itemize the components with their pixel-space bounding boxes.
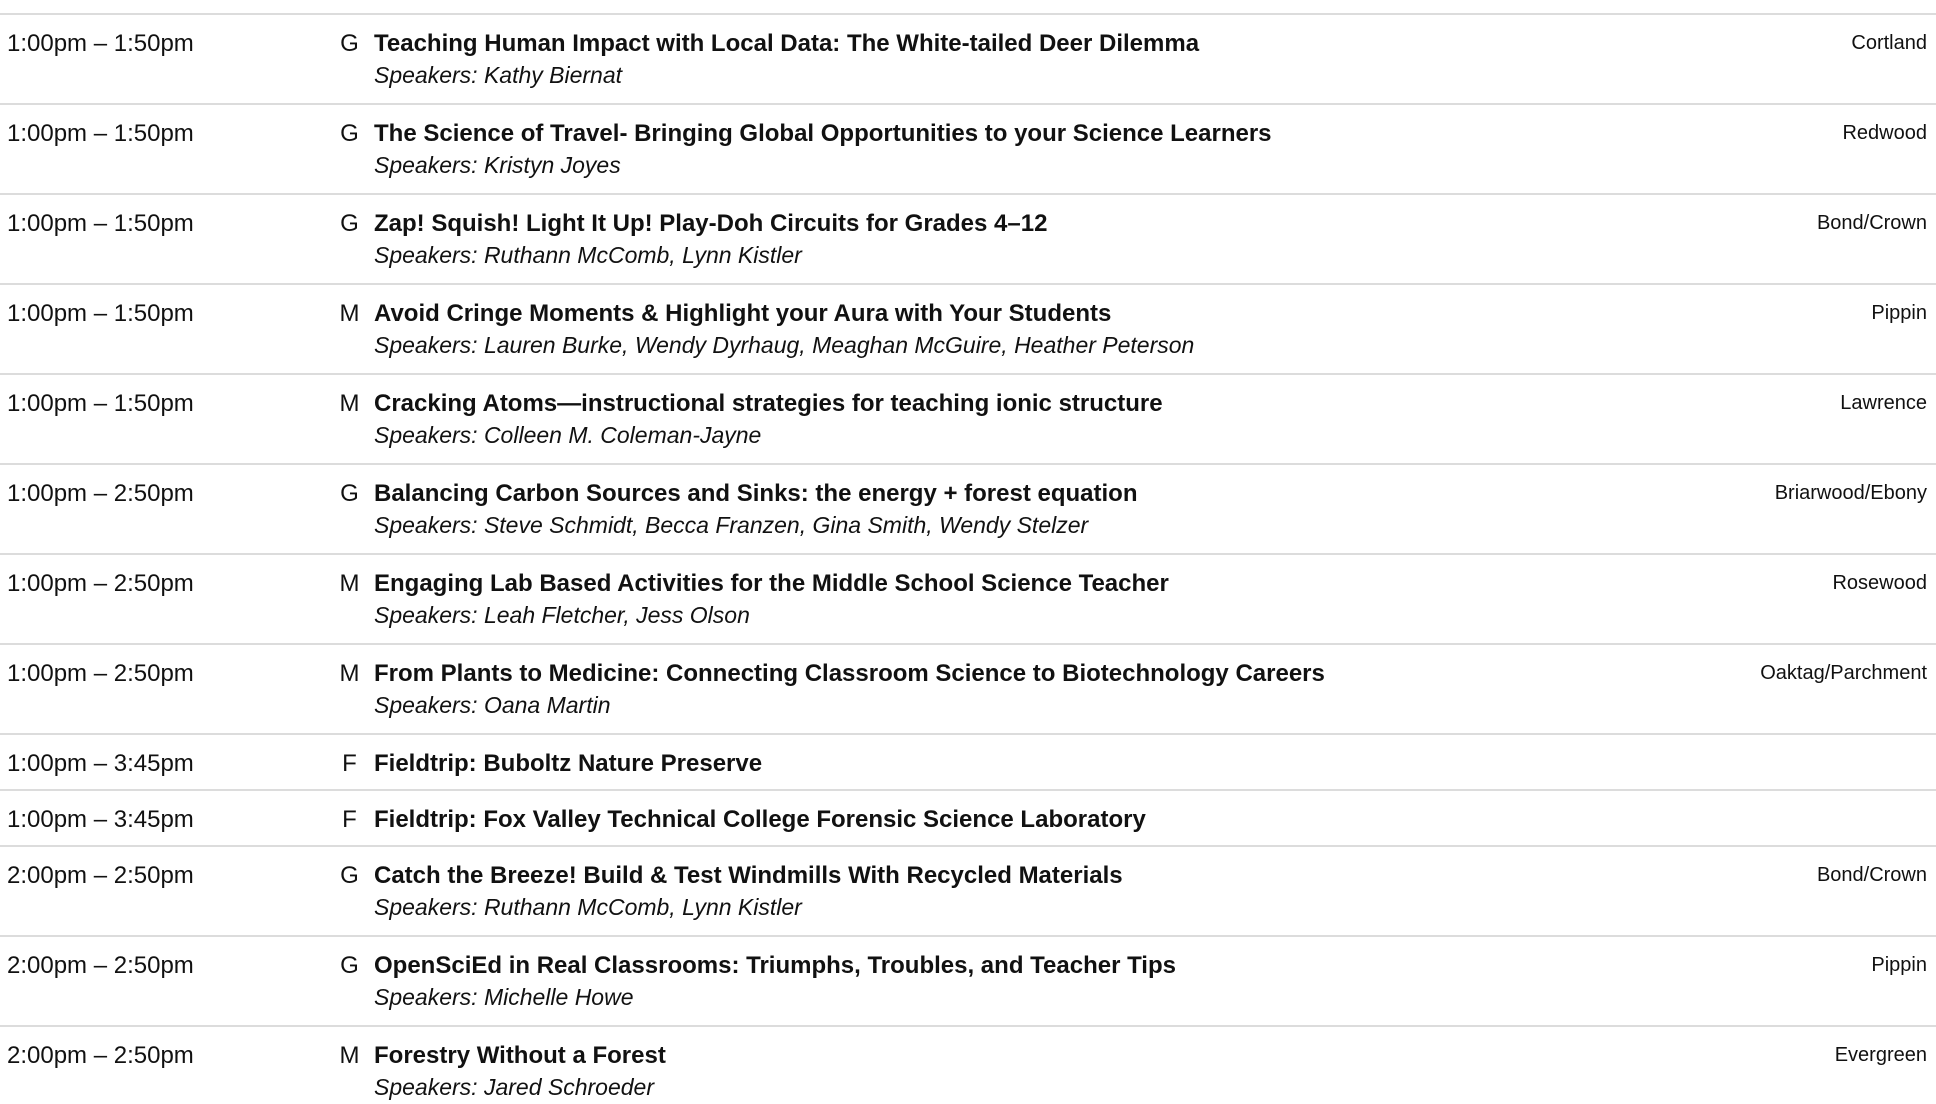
- session-schedule-list: [0, 13, 1936, 1104]
- session-track: G: [340, 862, 359, 889]
- session-details: [374, 1027, 1627, 1101]
- session-room: Cortland: [1851, 32, 1927, 54]
- session-track: M: [339, 1042, 360, 1069]
- session-room: Bond/Crown: [1816, 864, 1927, 886]
- session-details: [374, 105, 1627, 179]
- session-row[interactable]: [0, 937, 1936, 1027]
- session-time: 1:00pm – 1:50pm: [7, 120, 194, 147]
- session-time: 1:00pm – 1:50pm: [7, 300, 194, 327]
- session-row[interactable]: [0, 285, 1936, 375]
- session-time: 2:00pm – 2:50pm: [7, 1042, 194, 1069]
- session-details: [374, 15, 1627, 89]
- session-speakers: Speakers: Leah Fletcher, Jess Olson: [374, 602, 750, 628]
- session-time: 2:00pm – 2:50pm: [7, 862, 194, 889]
- session-details: [374, 195, 1627, 269]
- session-speakers: Speakers: Kristyn Joyes: [374, 152, 621, 178]
- session-details: [374, 375, 1627, 449]
- session-details: [374, 791, 1627, 835]
- session-time: 2:00pm – 2:50pm: [7, 952, 194, 979]
- session-time: 1:00pm – 2:50pm: [7, 570, 194, 597]
- session-title[interactable]: Fieldtrip: Fox Valley Technical College Forensic Science Laboratory: [374, 806, 1146, 833]
- session-speakers: Speakers: Ruthann McComb, Lynn Kistler: [374, 894, 802, 920]
- session-title[interactable]: Engaging Lab Based Activities for the Middle School Science Teacher: [374, 570, 1169, 597]
- session-track: F: [342, 806, 357, 833]
- session-title[interactable]: The Science of Travel- Bringing Global Opportunities to your Science Learners: [374, 120, 1272, 147]
- session-title[interactable]: Teaching Human Impact with Local Data: The White-tailed Deer Dilemma: [374, 30, 1200, 57]
- session-row[interactable]: [0, 195, 1936, 285]
- session-row[interactable]: [0, 465, 1936, 555]
- session-room: [1627, 791, 1936, 807]
- session-room: Evergreen: [1834, 1044, 1927, 1066]
- session-title[interactable]: From Plants to Medicine: Connecting Classroom Science to Biotechnology Careers: [374, 660, 1325, 687]
- session-title[interactable]: Cracking Atoms—instructional strategies for teaching ionic structure: [374, 390, 1163, 417]
- session-details: [374, 555, 1627, 629]
- session-title[interactable]: Avoid Cringe Moments & Highlight your Aura with Your Students: [374, 300, 1112, 327]
- session-title[interactable]: Balancing Carbon Sources and Sinks: the energy + forest equation: [374, 480, 1138, 507]
- session-track: M: [339, 660, 360, 687]
- session-speakers: Speakers: Steve Schmidt, Becca Franzen, Gina Smith, Wendy Stelzer: [374, 512, 1089, 538]
- session-time: 1:00pm – 3:45pm: [7, 806, 194, 833]
- session-speakers: Speakers: Oana Martin: [374, 692, 611, 718]
- session-row[interactable]: [0, 105, 1936, 195]
- session-time: 1:00pm – 1:50pm: [7, 390, 194, 417]
- session-room: Pippin: [1871, 302, 1927, 324]
- session-details: [374, 285, 1627, 359]
- session-room: Rosewood: [1832, 572, 1927, 594]
- session-row[interactable]: [0, 791, 1936, 847]
- session-track: M: [339, 300, 360, 327]
- session-room: [1627, 735, 1936, 751]
- session-title[interactable]: OpenSciEd in Real Classrooms: Triumphs, Troubles, and Teacher Tips: [374, 952, 1176, 979]
- session-room: Bond/Crown: [1816, 212, 1927, 234]
- session-row[interactable]: [0, 645, 1936, 735]
- session-speakers: Speakers: Lauren Burke, Wendy Dyrhaug, Meaghan McGuire, Heather Peterson: [374, 332, 1195, 358]
- session-title[interactable]: Fieldtrip: Buboltz Nature Preserve: [374, 750, 763, 777]
- session-track: M: [339, 390, 360, 417]
- session-time: 1:00pm – 2:50pm: [7, 660, 194, 687]
- session-row[interactable]: [0, 555, 1936, 645]
- session-row[interactable]: [0, 735, 1936, 791]
- session-time: 1:00pm – 1:50pm: [7, 30, 194, 57]
- session-speakers: Speakers: Michelle Howe: [374, 984, 634, 1010]
- session-track: G: [340, 120, 359, 147]
- session-room: Briarwood/Ebony: [1774, 482, 1927, 504]
- session-time: 1:00pm – 2:50pm: [7, 480, 194, 507]
- session-details: [374, 465, 1627, 539]
- session-row[interactable]: [0, 847, 1936, 937]
- session-track: G: [340, 952, 359, 979]
- session-room: Redwood: [1842, 122, 1927, 144]
- session-details: [374, 645, 1627, 719]
- session-room: Pippin: [1871, 954, 1927, 976]
- session-track: G: [340, 210, 359, 237]
- session-row[interactable]: [0, 1027, 1936, 1104]
- session-speakers: Speakers: Kathy Biernat: [374, 62, 623, 88]
- session-room: Oaktag/Parchment: [1760, 662, 1927, 684]
- session-track: G: [340, 30, 359, 57]
- session-time: 1:00pm – 1:50pm: [7, 210, 194, 237]
- session-details: [374, 735, 1627, 779]
- session-track: F: [342, 750, 357, 777]
- session-row[interactable]: [0, 15, 1936, 105]
- session-time: 1:00pm – 3:45pm: [7, 750, 194, 777]
- session-details: [374, 847, 1627, 921]
- session-track: M: [339, 570, 360, 597]
- session-speakers: Speakers: Colleen M. Coleman-Jayne: [374, 422, 762, 448]
- session-title[interactable]: Catch the Breeze! Build & Test Windmills With Recycled Materials: [374, 862, 1123, 889]
- session-title[interactable]: Zap! Squish! Light It Up! Play-Doh Circuits for Grades 4–12: [374, 210, 1048, 237]
- session-row[interactable]: [0, 375, 1936, 465]
- session-track: G: [340, 480, 359, 507]
- session-title[interactable]: Forestry Without a Forest: [374, 1042, 666, 1069]
- session-speakers: Speakers: Jared Schroeder: [374, 1074, 654, 1100]
- session-speakers: Speakers: Ruthann McComb, Lynn Kistler: [374, 242, 802, 268]
- session-details: [374, 937, 1627, 1011]
- session-room: Lawrence: [1840, 392, 1927, 414]
